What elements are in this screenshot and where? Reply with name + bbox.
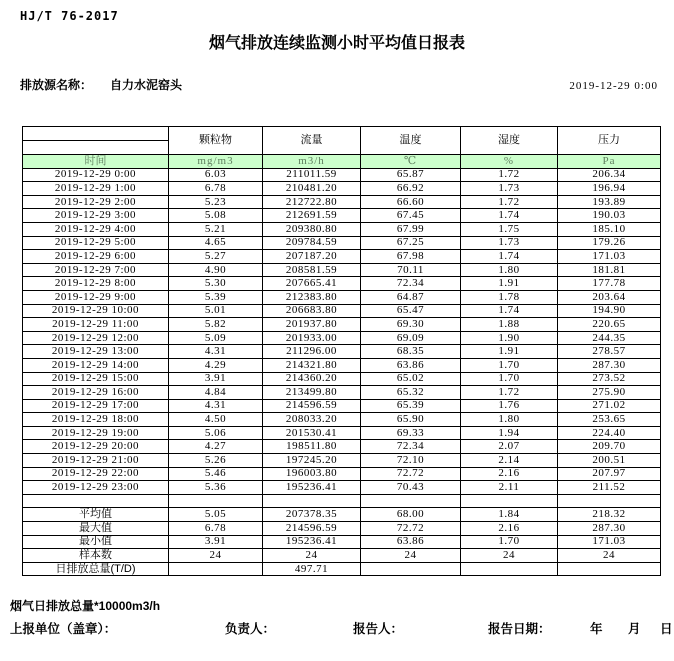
page-title: 烟气排放连续监测小时平均值日报表 (208, 35, 465, 52)
table-row (23, 222, 661, 236)
time-cell: 2019-12-29 21:00 (23, 454, 169, 468)
pressure-value-cell: 244.35 (558, 331, 661, 345)
pollutant-header-cell: 湿度 (461, 127, 558, 155)
flow-value-cell: 201530.41 (263, 426, 361, 440)
particulate-value-cell: 4.31 (169, 399, 263, 413)
summary-temperature-cell: 68.00 (361, 508, 461, 522)
pressure-value-cell: 190.03 (558, 209, 661, 223)
particulate-value-cell: 5.82 (169, 318, 263, 332)
pressure-value-cell: 224.40 (558, 426, 661, 440)
humidity-value-cell: 1.70 (461, 358, 558, 372)
summary-temperature-cell (361, 562, 461, 576)
flow-value-cell: 208581.59 (263, 263, 361, 277)
pressure-value-cell: 177.78 (558, 277, 661, 291)
humidity-value-cell: 1.73 (461, 236, 558, 250)
time-cell: 2019-12-29 10:00 (23, 304, 169, 318)
header-row-units (23, 155, 661, 169)
table-row (23, 358, 661, 372)
particulate-value-cell: 5.27 (169, 250, 263, 264)
time-cell: 2019-12-29 6:00 (23, 250, 169, 264)
time-cell: 2019-12-29 14:00 (23, 358, 169, 372)
pressure-value-cell: 273.52 (558, 372, 661, 386)
humidity-value-cell: 1.74 (461, 250, 558, 264)
summary-pressure-cell: 171.03 (558, 535, 661, 549)
temperature-value-cell: 72.34 (361, 277, 461, 291)
humidity-value-cell: 1.80 (461, 413, 558, 427)
flow-value-cell: 211011.59 (263, 168, 361, 182)
time-cell: 2019-12-29 9:00 (23, 290, 169, 304)
spacer-body (23, 494, 661, 508)
split-cell-top (23, 127, 168, 141)
temperature-value-cell: 67.98 (361, 250, 461, 264)
pressure-value-cell: 185.10 (558, 222, 661, 236)
particulate-value-cell: 4.29 (169, 358, 263, 372)
flow-value-cell: 211296.00 (263, 345, 361, 359)
summary-flow-cell: 207378.35 (263, 508, 361, 522)
flow-value-cell: 196003.80 (263, 467, 361, 481)
temperature-value-cell: 66.60 (361, 195, 461, 209)
pressure-value-cell: 194.90 (558, 304, 661, 318)
pressure-value-cell: 207.97 (558, 467, 661, 481)
time-cell: 2019-12-29 11:00 (23, 318, 169, 332)
table-row (23, 454, 661, 468)
humidity-value-cell: 2.11 (461, 481, 558, 495)
humidity-value-cell: 1.72 (461, 168, 558, 182)
report-unit-label: 上报单位（盖章）： (10, 622, 117, 637)
particulate-value-cell: 5.46 (169, 467, 263, 481)
summary-flow-cell: 214596.59 (263, 522, 361, 536)
particulate-value-cell: 4.84 (169, 386, 263, 400)
temperature-value-cell: 69.30 (361, 318, 461, 332)
table-row (23, 318, 661, 332)
reporter-label: 报告人： (353, 622, 404, 637)
particulate-value-cell: 4.50 (169, 413, 263, 427)
flow-value-cell: 214321.80 (263, 358, 361, 372)
summary-particulate-cell: 24 (169, 549, 263, 563)
pressure-value-cell: 278.57 (558, 345, 661, 359)
summary-label-cell: 日排放总量(T/D) (23, 562, 169, 576)
unit-header-cell: Pa (558, 155, 661, 169)
time-cell: 2019-12-29 19:00 (23, 426, 169, 440)
table-row (23, 440, 661, 454)
humidity-value-cell: 1.94 (461, 426, 558, 440)
responsible-person-label: 负责人： (225, 622, 276, 637)
flow-value-cell: 210481.20 (263, 182, 361, 196)
emission-source-label: 排放源名称： (20, 78, 93, 92)
unit-header-cell: % (461, 155, 558, 169)
summary-particulate-cell (169, 562, 263, 576)
summary-row (23, 562, 661, 576)
particulate-value-cell: 5.36 (169, 481, 263, 495)
report-table (22, 126, 661, 576)
table-row (23, 236, 661, 250)
summary-row (23, 508, 661, 522)
summary-body (23, 508, 661, 576)
pressure-value-cell: 196.94 (558, 182, 661, 196)
particulate-value-cell: 5.30 (169, 277, 263, 291)
pressure-value-cell: 181.81 (558, 263, 661, 277)
summary-row (23, 522, 661, 536)
particulate-value-cell: 6.03 (169, 168, 263, 182)
temperature-value-cell: 65.47 (361, 304, 461, 318)
time-cell: 2019-12-29 2:00 (23, 195, 169, 209)
time-cell: 2019-12-29 12:00 (23, 331, 169, 345)
flow-value-cell: 198511.80 (263, 440, 361, 454)
time-cell: 2019-12-29 22:00 (23, 467, 169, 481)
time-cell: 2019-12-29 4:00 (23, 222, 169, 236)
temperature-value-cell: 65.32 (361, 386, 461, 400)
summary-temperature-cell: 24 (361, 549, 461, 563)
summary-flow-cell: 195236.41 (263, 535, 361, 549)
temperature-value-cell: 70.11 (361, 263, 461, 277)
signature-row (0, 617, 674, 637)
summary-label-cell: 最大值 (23, 522, 169, 536)
header-row-pollutants (23, 127, 661, 155)
summary-particulate-cell: 3.91 (169, 535, 263, 549)
table-row (23, 331, 661, 345)
unit-header-cell: m3/h (263, 155, 361, 169)
temperature-value-cell: 72.34 (361, 440, 461, 454)
humidity-value-cell: 1.91 (461, 345, 558, 359)
table-row (23, 413, 661, 427)
time-cell: 2019-12-29 18:00 (23, 413, 169, 427)
temperature-value-cell: 63.86 (361, 358, 461, 372)
flow-value-cell: 213499.80 (263, 386, 361, 400)
summary-humidity-cell: 24 (461, 549, 558, 563)
temperature-value-cell: 67.25 (361, 236, 461, 250)
summary-humidity-cell: 1.70 (461, 535, 558, 549)
flow-value-cell: 212722.80 (263, 195, 361, 209)
summary-pressure-cell: 24 (558, 549, 661, 563)
particulate-value-cell: 5.39 (169, 290, 263, 304)
report-datetime: 2019-12-29 0:00 (569, 80, 658, 92)
time-cell: 2019-12-29 23:00 (23, 481, 169, 495)
pollutant-header-cell: 压力 (558, 127, 661, 155)
summary-flow-cell: 24 (263, 549, 361, 563)
summary-pressure-cell (558, 562, 661, 576)
temperature-value-cell: 72.10 (361, 454, 461, 468)
summary-row (23, 549, 661, 563)
particulate-value-cell: 5.26 (169, 454, 263, 468)
time-cell: 2019-12-29 0:00 (23, 168, 169, 182)
temperature-value-cell: 70.43 (361, 481, 461, 495)
summary-temperature-cell: 63.86 (361, 535, 461, 549)
particulate-value-cell: 4.31 (169, 345, 263, 359)
table-row (23, 372, 661, 386)
pressure-value-cell: 171.03 (558, 250, 661, 264)
summary-label-cell: 平均值 (23, 508, 169, 522)
pollutant-header-cell: 流量 (263, 127, 361, 155)
emission-source (20, 76, 182, 93)
humidity-value-cell: 1.75 (461, 222, 558, 236)
pressure-value-cell: 271.02 (558, 399, 661, 413)
day-label: 日 (660, 622, 673, 637)
meta-row (20, 76, 658, 93)
flow-value-cell: 214596.59 (263, 399, 361, 413)
table-row (23, 182, 661, 196)
pressure-value-cell: 200.51 (558, 454, 661, 468)
table-row (23, 290, 661, 304)
temperature-value-cell: 65.87 (361, 168, 461, 182)
summary-particulate-cell: 6.78 (169, 522, 263, 536)
pressure-value-cell: 253.65 (558, 413, 661, 427)
time-header-split-cell (23, 127, 169, 155)
summary-label-cell: 最小值 (23, 535, 169, 549)
table-row (23, 250, 661, 264)
humidity-value-cell: 2.07 (461, 440, 558, 454)
unit-header-cell: mg/m3 (169, 155, 263, 169)
humidity-value-cell: 1.74 (461, 209, 558, 223)
particulate-value-cell: 5.21 (169, 222, 263, 236)
summary-pressure-cell: 218.32 (558, 508, 661, 522)
humidity-value-cell: 1.90 (461, 331, 558, 345)
year-label: 年 (590, 622, 603, 637)
summary-humidity-cell: 1.84 (461, 508, 558, 522)
summary-row (23, 535, 661, 549)
time-cell: 2019-12-29 5:00 (23, 236, 169, 250)
particulate-value-cell: 5.06 (169, 426, 263, 440)
flow-value-cell: 209784.59 (263, 236, 361, 250)
particulate-value-cell: 4.65 (169, 236, 263, 250)
temperature-value-cell: 65.02 (361, 372, 461, 386)
particulate-value-cell: 4.90 (169, 263, 263, 277)
table-row (23, 345, 661, 359)
flow-value-cell: 212691.59 (263, 209, 361, 223)
pressure-value-cell: 179.26 (558, 236, 661, 250)
flow-value-cell: 195236.41 (263, 481, 361, 495)
temperature-value-cell: 68.35 (361, 345, 461, 359)
flow-value-cell: 214360.20 (263, 372, 361, 386)
humidity-value-cell: 2.14 (461, 454, 558, 468)
unit-header-cell: ℃ (361, 155, 461, 169)
temperature-value-cell: 72.72 (361, 467, 461, 481)
report-date-label: 报告日期： (488, 622, 551, 637)
month-label: 月 (628, 622, 641, 637)
time-cell: 2019-12-29 15:00 (23, 372, 169, 386)
pressure-value-cell: 209.70 (558, 440, 661, 454)
standard-code: HJ/T 76-2017 (20, 9, 119, 23)
temperature-value-cell: 67.99 (361, 222, 461, 236)
humidity-value-cell: 1.72 (461, 195, 558, 209)
empty-row (23, 494, 661, 508)
summary-flow-cell: 497.71 (263, 562, 361, 576)
flow-value-cell: 208033.20 (263, 413, 361, 427)
temperature-value-cell: 64.87 (361, 290, 461, 304)
pressure-value-cell: 275.90 (558, 386, 661, 400)
particulate-value-cell: 5.08 (169, 209, 263, 223)
temperature-value-cell: 65.39 (361, 399, 461, 413)
emission-source-name: 自力水泥窑头 (110, 78, 183, 92)
humidity-value-cell: 1.91 (461, 277, 558, 291)
time-cell: 2019-12-29 3:00 (23, 209, 169, 223)
summary-humidity-cell (461, 562, 558, 576)
time-cell: 2019-12-29 13:00 (23, 345, 169, 359)
pressure-value-cell: 211.52 (558, 481, 661, 495)
particulate-value-cell: 3.91 (169, 372, 263, 386)
pollutant-header-cell: 温度 (361, 127, 461, 155)
temperature-value-cell: 69.33 (361, 426, 461, 440)
humidity-value-cell: 1.73 (461, 182, 558, 196)
table-row (23, 399, 661, 413)
temperature-value-cell: 65.90 (361, 413, 461, 427)
humidity-value-cell: 1.76 (461, 399, 558, 413)
temperature-value-cell: 66.92 (361, 182, 461, 196)
time-cell: 2019-12-29 17:00 (23, 399, 169, 413)
time-cell: 2019-12-29 1:00 (23, 182, 169, 196)
flow-value-cell: 201937.80 (263, 318, 361, 332)
pressure-value-cell: 193.89 (558, 195, 661, 209)
time-cell: 2019-12-29 8:00 (23, 277, 169, 291)
humidity-value-cell: 2.16 (461, 467, 558, 481)
table-row (23, 263, 661, 277)
flow-value-cell: 206683.80 (263, 304, 361, 318)
table-row (23, 195, 661, 209)
flow-value-cell: 212383.80 (263, 290, 361, 304)
humidity-value-cell: 1.78 (461, 290, 558, 304)
table-row (23, 209, 661, 223)
table-row (23, 426, 661, 440)
temperature-value-cell: 67.45 (361, 209, 461, 223)
time-cell: 2019-12-29 7:00 (23, 263, 169, 277)
flow-value-cell: 207187.20 (263, 250, 361, 264)
summary-temperature-cell: 72.72 (361, 522, 461, 536)
summary-humidity-cell: 2.16 (461, 522, 558, 536)
particulate-value-cell: 6.78 (169, 182, 263, 196)
summary-label-cell: 样本数 (23, 549, 169, 563)
particulate-value-cell: 5.01 (169, 304, 263, 318)
table-row (23, 386, 661, 400)
time-cell: 2019-12-29 20:00 (23, 440, 169, 454)
temperature-value-cell: 69.09 (361, 331, 461, 345)
data-rows-body (23, 168, 661, 494)
footer-note: 烟气日排放总量*10000m3/h (10, 599, 161, 614)
table-row (23, 481, 661, 495)
summary-particulate-cell: 5.05 (169, 508, 263, 522)
flow-value-cell: 201933.00 (263, 331, 361, 345)
particulate-value-cell: 4.27 (169, 440, 263, 454)
pollutant-header-cell: 颗粒物 (169, 127, 263, 155)
flow-value-cell: 209380.80 (263, 222, 361, 236)
table-row (23, 304, 661, 318)
humidity-value-cell: 1.72 (461, 386, 558, 400)
split-cell-bottom (23, 141, 168, 154)
table-header (23, 127, 661, 169)
humidity-value-cell: 1.70 (461, 372, 558, 386)
table-row (23, 168, 661, 182)
summary-pressure-cell: 287.30 (558, 522, 661, 536)
flow-value-cell: 207665.41 (263, 277, 361, 291)
humidity-value-cell: 1.88 (461, 318, 558, 332)
pressure-value-cell: 287.30 (558, 358, 661, 372)
table-row (23, 467, 661, 481)
pressure-value-cell: 203.64 (558, 290, 661, 304)
flow-value-cell: 197245.20 (263, 454, 361, 468)
table-row (23, 277, 661, 291)
humidity-value-cell: 1.80 (461, 263, 558, 277)
particulate-value-cell: 5.09 (169, 331, 263, 345)
pressure-value-cell: 206.34 (558, 168, 661, 182)
time-cell: 2019-12-29 16:00 (23, 386, 169, 400)
pressure-value-cell: 220.65 (558, 318, 661, 332)
time-header-cell: 时间 (23, 155, 169, 169)
particulate-value-cell: 5.23 (169, 195, 263, 209)
humidity-value-cell: 1.74 (461, 304, 558, 318)
